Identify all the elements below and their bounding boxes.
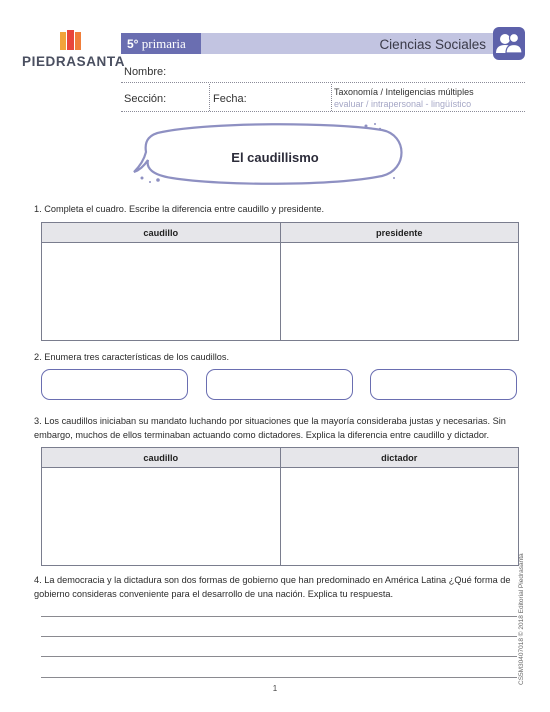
- question-4: 4. La democracia y la dictadura son dos formas de gobierno que han predominado en América Latina ¿Qué forma de gobierno consideras conveniente para el desarrollo de una nación. Explica tu respuesta.: [34, 575, 511, 599]
- divider: [209, 84, 210, 111]
- divider: [331, 84, 332, 111]
- comparison-table-1: [41, 222, 519, 341]
- subject-title: Ciencias Sociales: [379, 37, 486, 52]
- answer-cell[interactable]: [281, 468, 519, 565]
- answer-box-3[interactable]: [370, 369, 517, 400]
- answer-cell[interactable]: [42, 468, 281, 565]
- section-line: [121, 111, 525, 112]
- people-icon: [493, 27, 525, 60]
- column-header-caudillo: caudillo: [42, 448, 281, 467]
- copyright-code: CS5M30407018 © 2018 Editorial Piedrasanta: [518, 553, 525, 685]
- column-header-presidente: presidente: [376, 228, 423, 238]
- column-header-dictador: dictador: [381, 453, 418, 463]
- column-header-caudillo: caudillo: [42, 223, 281, 242]
- writing-line[interactable]: [41, 616, 517, 617]
- answer-cell[interactable]: [42, 243, 281, 340]
- question-2: 2. Enumera tres características de los caudillos.: [34, 352, 230, 362]
- grade-number: 5°: [127, 37, 139, 51]
- grade-word: primaria: [141, 36, 186, 51]
- comparison-table-2: [41, 447, 519, 566]
- question-3: 3. Los caudillos iniciaban su mandato luchando por situaciones que la mayoría consideraba justas y necesarias. Sin embargo, muchos de ellos terminaban actuando como dictadores. Explica la diferencia entre caudillo y dictador.: [34, 416, 506, 440]
- book-logo-icon: [58, 30, 84, 52]
- grade-tab: [121, 33, 201, 54]
- piedrasanta-logo: [22, 30, 126, 70]
- worksheet-title: El caudillismo: [231, 150, 319, 165]
- page-number: 1: [272, 684, 278, 693]
- question-1: 1. Completa el cuadro. Escribe la diferencia entre caudillo y presidente.: [34, 204, 325, 214]
- writing-line[interactable]: [41, 636, 517, 637]
- writing-line[interactable]: [41, 677, 517, 678]
- brand-name: PIEDRASANTA: [22, 54, 126, 69]
- date-label: Fecha:: [213, 93, 247, 105]
- taxonomy-label: Taxonomía / Inteligencias múltiples: [334, 87, 474, 97]
- name-label: Nombre:: [124, 66, 167, 78]
- taxonomy-detail: evaluar / intrapersonal - lingüístico: [334, 99, 472, 109]
- answer-box-1[interactable]: [41, 369, 188, 400]
- answer-box-2[interactable]: [206, 369, 353, 400]
- name-line[interactable]: [121, 82, 525, 83]
- writing-line[interactable]: [41, 656, 517, 657]
- answer-cell[interactable]: [281, 243, 519, 340]
- section-label: Sección:: [124, 93, 167, 105]
